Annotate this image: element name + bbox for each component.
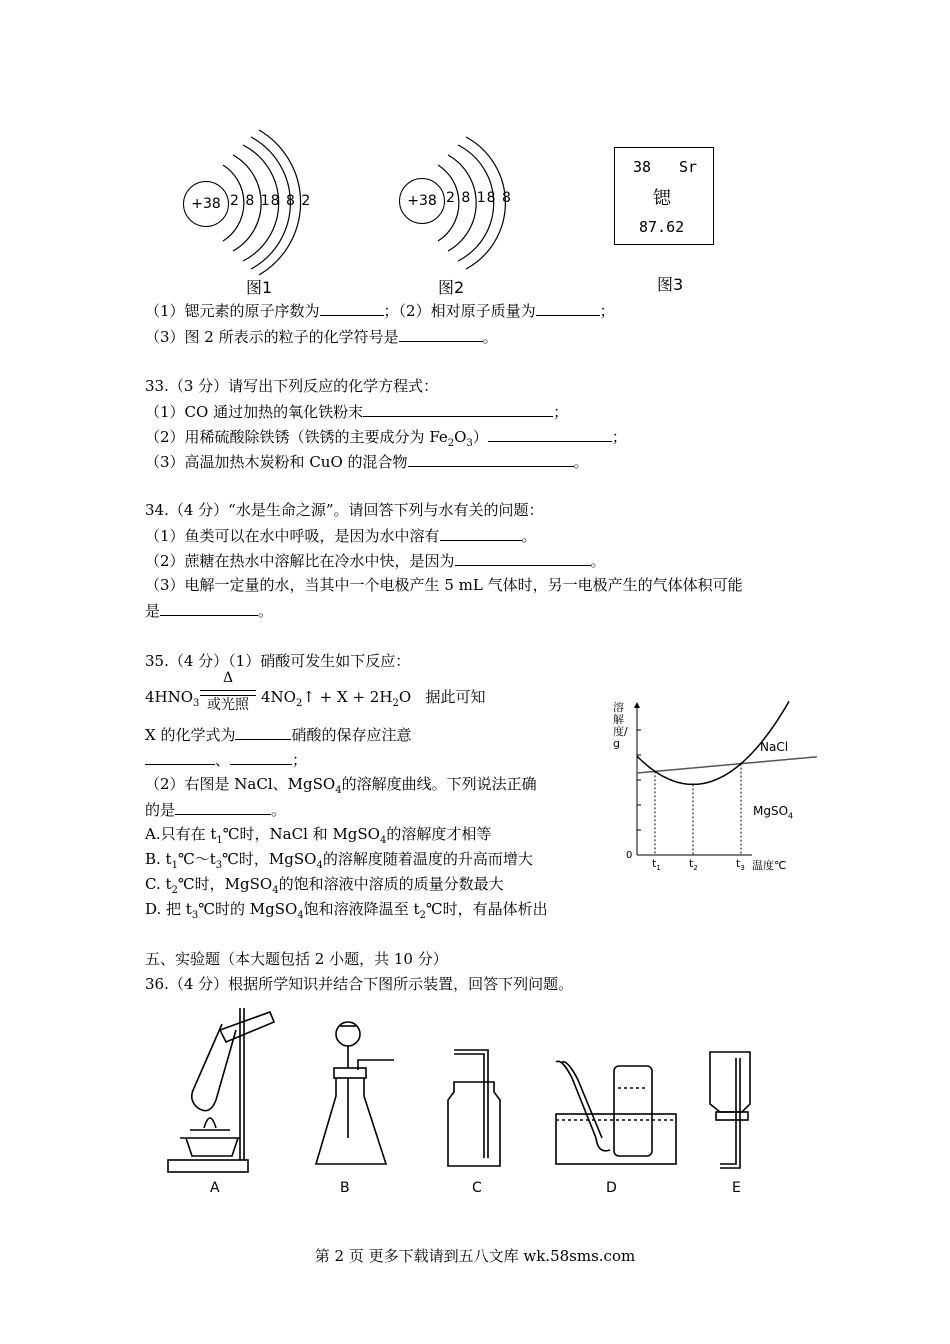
origin-label: 0 bbox=[626, 850, 633, 861]
option-text: 的溶解度才相等 bbox=[386, 825, 492, 843]
q34-line-1 bbox=[145, 524, 537, 547]
nacl-curve bbox=[637, 757, 817, 773]
product-o: O bbox=[398, 688, 412, 706]
section-5-title: 五、实验题（本大题包括 2 小题，共 10 分） bbox=[145, 950, 448, 968]
page-footer: 第 2 页 更多下载请到五八文库 wk.58sms.com bbox=[314, 1247, 636, 1265]
q35-text-5: （2）右图是 NaCl、MgSO bbox=[145, 775, 336, 793]
q34-text-5: 是 bbox=[145, 602, 161, 620]
q32-text-5: 。 bbox=[482, 328, 498, 346]
legend-nacl: NaCl bbox=[760, 740, 789, 754]
apparatus-label-e: E bbox=[732, 1180, 741, 1196]
answer-blank[interactable] bbox=[455, 549, 591, 566]
apparatus-label-d: D bbox=[606, 1180, 617, 1196]
q32-line-2 bbox=[145, 325, 498, 348]
reaction-condition-bottom: 或光照 bbox=[207, 697, 249, 713]
q32-text-4: （3）图 2 所表示的粒子的化学符号是 bbox=[145, 328, 399, 346]
atomic-number: 38 bbox=[633, 158, 652, 176]
tick-label-t1: $t_1$ bbox=[652, 857, 661, 873]
answer-blank[interactable] bbox=[235, 723, 291, 740]
subscript: 3 bbox=[466, 438, 473, 449]
y-axis-label: 溶解度/g bbox=[613, 701, 628, 750]
subscript: 4 bbox=[316, 860, 323, 871]
option-text: 的溶解度随着温度的升高而增大 bbox=[322, 850, 533, 868]
q34-text-1: （1）鱼类可以在水中呼吸，是因为水中溶有 bbox=[145, 527, 440, 545]
q34-text-3: （2）蔗糖在热水中溶解比在冷水中快，是因为 bbox=[145, 552, 455, 570]
q36-heading: 36.（4 分）根据所学知识并结合下图所示装置，回答下列问题。 bbox=[145, 975, 574, 993]
option-text: ℃时，MgSO bbox=[222, 850, 317, 868]
q35-heading: 35.（4 分）（1）硝酸可发生如下反应： bbox=[145, 652, 411, 670]
x-axis-label: 温度℃ bbox=[752, 859, 787, 872]
subscript: 4 bbox=[297, 910, 304, 921]
q33-text-4: O bbox=[454, 428, 467, 446]
option-d[interactable] bbox=[145, 898, 548, 927]
apparatus-d-drawing bbox=[552, 1058, 682, 1168]
subscript: 2 bbox=[295, 698, 303, 709]
subscript: 4 bbox=[335, 785, 342, 796]
atom-nucleus-1: +38 bbox=[183, 181, 229, 227]
subscript: 3 bbox=[193, 698, 200, 709]
option-text: ℃时，有晶体析出 bbox=[425, 900, 548, 918]
q33-text-1: （1）CO 通过加热的氧化铁粉末 bbox=[145, 403, 364, 421]
subscript: 1 bbox=[171, 860, 178, 871]
q33-text-7: （3）高温加热木炭粉和 CuO 的混合物 bbox=[145, 453, 408, 471]
apparatus-label-b: B bbox=[340, 1180, 350, 1196]
q33-text-2: ； bbox=[553, 403, 569, 421]
apparatus-b-drawing bbox=[310, 1018, 400, 1168]
subscript: 2 bbox=[392, 698, 399, 709]
apparatus-c-drawing bbox=[440, 1048, 510, 1170]
option-text: ℃时的 MgSO bbox=[198, 900, 298, 918]
q35-text-7: 的是 bbox=[145, 801, 176, 819]
answer-blank[interactable] bbox=[440, 524, 522, 541]
q33-text-3: （2）用稀硫酸除铁锈（铁锈的主要成分为 Fe bbox=[145, 428, 448, 446]
equation-right bbox=[261, 686, 485, 715]
atomic-mass: 87.62 bbox=[639, 218, 685, 236]
q35-text-8: 。 bbox=[271, 801, 287, 819]
shell-electrons-2: 2 8 18 8 bbox=[446, 190, 512, 206]
figure-2-caption: 图2 bbox=[438, 278, 465, 297]
subscript: 1 bbox=[216, 835, 223, 846]
option-text: C. t bbox=[145, 875, 172, 893]
equation-tail: 据此可知 bbox=[425, 688, 486, 706]
q34-text-6: 。 bbox=[258, 602, 274, 620]
q34-line-4 bbox=[145, 599, 273, 622]
answer-blank[interactable] bbox=[536, 299, 600, 316]
answer-blank[interactable] bbox=[363, 400, 553, 417]
subscript: 4 bbox=[272, 885, 279, 896]
option-text: B. t bbox=[145, 850, 172, 868]
q35-text-6: 的溶解度曲线。下列说法正确 bbox=[341, 775, 537, 793]
q32-line-1 bbox=[145, 299, 615, 322]
q32-text-3: ； bbox=[599, 302, 615, 320]
subscript: 3 bbox=[191, 910, 199, 921]
tick-label-t2: $t_2$ bbox=[689, 857, 698, 873]
equation-left bbox=[145, 686, 199, 715]
apparatus-a-drawing bbox=[160, 1000, 280, 1180]
q34-line-3: （3）电解一定量的水，当其中一个电极产生 5 mL 气体时，另一电极产生的气体体积可能 bbox=[145, 576, 743, 594]
q33-text-6: ； bbox=[611, 428, 627, 446]
apparatus-label-a: A bbox=[210, 1180, 220, 1196]
option-text: ℃时，NaCl 和 MgSO bbox=[222, 825, 380, 843]
q35-line-2 bbox=[145, 723, 411, 746]
element-name: 锶 bbox=[653, 188, 671, 209]
q35-line-3 bbox=[145, 748, 307, 771]
element-card bbox=[614, 147, 714, 245]
product-1: 4NO bbox=[261, 688, 296, 706]
subscript: 2 bbox=[171, 885, 178, 896]
q34-line-2 bbox=[145, 549, 606, 572]
q32-text-2: ；（2）相对原子质量为 bbox=[383, 302, 536, 320]
shell-electrons-1: 2 8 18 8 2 bbox=[230, 193, 312, 209]
figure-3-caption: 图3 bbox=[657, 275, 684, 294]
answer-blank[interactable] bbox=[160, 599, 258, 616]
apparatus-label-c: C bbox=[472, 1180, 482, 1196]
answer-blank[interactable] bbox=[145, 748, 215, 765]
q35-text-1: X 的化学式为 bbox=[145, 726, 236, 744]
option-text: ℃时，MgSO bbox=[177, 875, 273, 893]
subscript: 4 bbox=[379, 835, 387, 846]
answer-blank[interactable] bbox=[230, 748, 292, 765]
q35-text-2: 硝酸的保存应注意 bbox=[291, 726, 412, 744]
reaction-condition-top: Δ bbox=[222, 670, 234, 686]
q33-heading: 33.（3 分）请写出下列反应的化学方程式： bbox=[145, 377, 439, 395]
subscript: 3 bbox=[215, 860, 223, 871]
legend-mgso4: MgSO$_4$ bbox=[753, 804, 794, 821]
element-symbol: Sr bbox=[679, 158, 698, 176]
solubility-chart bbox=[612, 700, 822, 875]
q35-line-5 bbox=[145, 798, 286, 821]
apparatus-e-drawing bbox=[700, 1048, 770, 1170]
q35-text-4: ； bbox=[292, 751, 308, 769]
q33-text-5: ） bbox=[472, 428, 488, 446]
option-text: 的饱和溶液中溶质的质量分数最大 bbox=[278, 875, 504, 893]
answer-blank[interactable] bbox=[488, 425, 612, 442]
products-rest: ↑ + X + 2H bbox=[302, 688, 393, 706]
tick-label-t3: $t_3$ bbox=[736, 857, 745, 873]
y-ticks bbox=[637, 730, 641, 830]
reactant: 4HNO bbox=[145, 688, 194, 706]
solubility-chart-svg bbox=[612, 700, 822, 875]
subscript: 2 bbox=[419, 910, 426, 921]
answer-blank[interactable] bbox=[399, 325, 483, 342]
q34-text-2: 。 bbox=[521, 527, 537, 545]
option-text: D. 把 t bbox=[145, 900, 192, 918]
figure-1-caption: 图1 bbox=[246, 278, 273, 297]
atom-nucleus-2: +38 bbox=[399, 178, 445, 224]
answer-blank[interactable] bbox=[175, 798, 271, 815]
option-text: 饱和溶液降温至 t bbox=[303, 900, 420, 918]
q35-text-3: 、 bbox=[215, 751, 231, 769]
option-text: A.只有在 t bbox=[145, 825, 217, 843]
q32-text-1: （1）锶元素的原子序数为 bbox=[145, 302, 320, 320]
q33-line-1 bbox=[145, 400, 568, 423]
q34-heading: 34.（4 分）“水是生命之源”。请回答下列与水有关的问题： bbox=[145, 501, 544, 519]
q34-text-4: 。 bbox=[590, 552, 606, 570]
q33-text-8: 。 bbox=[573, 453, 589, 471]
option-text: ℃～t bbox=[177, 850, 216, 868]
answer-blank[interactable] bbox=[408, 450, 574, 467]
q33-line-3 bbox=[145, 450, 589, 473]
answer-blank[interactable] bbox=[320, 299, 384, 316]
subscript: 2 bbox=[447, 438, 455, 449]
